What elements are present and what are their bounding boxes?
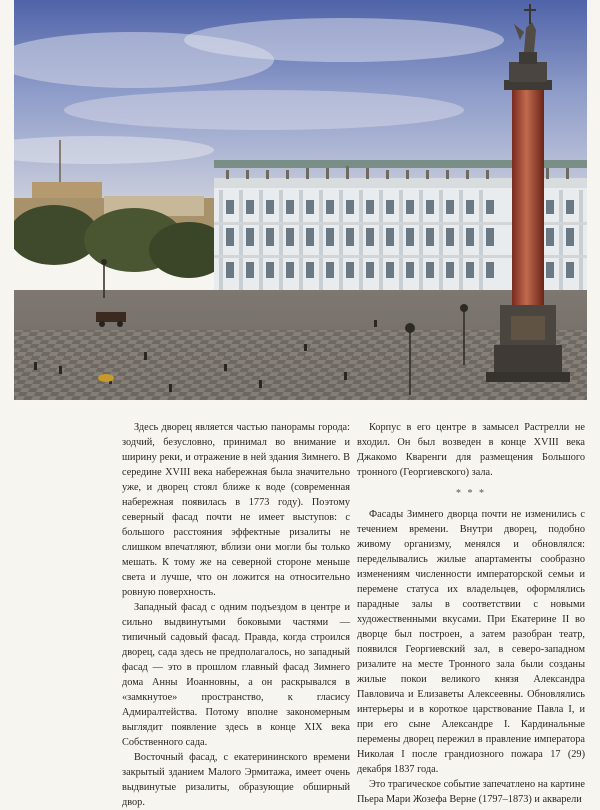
- winter-palace-photo: [14, 0, 587, 400]
- section-separator: * * *: [456, 488, 486, 499]
- paragraph: Корпус в его центре в замысел Растрелли не входил. Он был возведен в конце XVIII века Джакомо Кваренги для размещения Большого тронного (Георгиевского) зала.: [357, 422, 585, 478]
- left-text-column: [122, 420, 350, 810]
- paragraph: Восточный фасад, с екатерининского времени закрытый зданием Малого Эрмитажа, имеет очень выдвинутые ризалиты, образующие обширный двор.: [122, 752, 350, 808]
- winter-palace-icon: [14, 0, 587, 400]
- right-text-column: [357, 420, 585, 807]
- paragraph: Это трагическое событие запечатлено на картине Пьера Мари Жозефа Верне (1797–1873) и акварели: [357, 779, 585, 805]
- paragraph: Фасады Зимнего дворца почти не изменились с течением времени. Внутри дворец, подобно живому организму, менялся и обновлялся: переделывались жилые апартаменты сообразно изменениям численности императорской семьи и перемене статуса их владельцев, оформлялись парадные залы в соответствии с новыми художественными вкусами. При Екатерине II во дворце был построен, а затем разобран театр, появился Георгиевский зал, в северо-западном ризалите на месте Тронного зала были созданы жилые покои великого князя Александра Павловича и Елизаветы Алексеевны. Обновлялись интерьеры и в короткое царствование Павла I, и при его сыне Александре I. Кардинальные перемены дворец пережил в правление императора Николая I после грандиозного пожара 17 (29) декабря 1837 года.: [357, 509, 585, 775]
- paragraph: Здесь дворец является частью панорамы города: зодчий, безусловно, принимал во внимание и ширину реки, и отражение в ней здания Зимнего. В середине XVIII века набережная была значительно уже, и дворец стоял ближе к воде (современная набережная появилась в 1773 году). Поэтому северный фасад почти не имеет выступов: с большого расстояния эффектные ризалиты не слишком впечатляют, вблизи они могли бы только мешать. К тому же на северной стороне меньше света и лучше, что он ложится на относительно ровную поверхность.: [122, 422, 350, 598]
- paragraph: Западный фасад с одним подъездом в центре и сильно выдвинутыми боковыми частями — типичный садовый фасад. Правда, когда строился дворец, сада здесь не предполагалось, но западный фасад — это в прошлом главный фасад Зимнего дома Анны Иоанновны, а он раскрывался в «замкнутое» пространство, к гласису Адмиралтейства. Потому вполне закономерным выглядит появление здесь в конце XIX века Собственного сада.: [122, 602, 350, 748]
